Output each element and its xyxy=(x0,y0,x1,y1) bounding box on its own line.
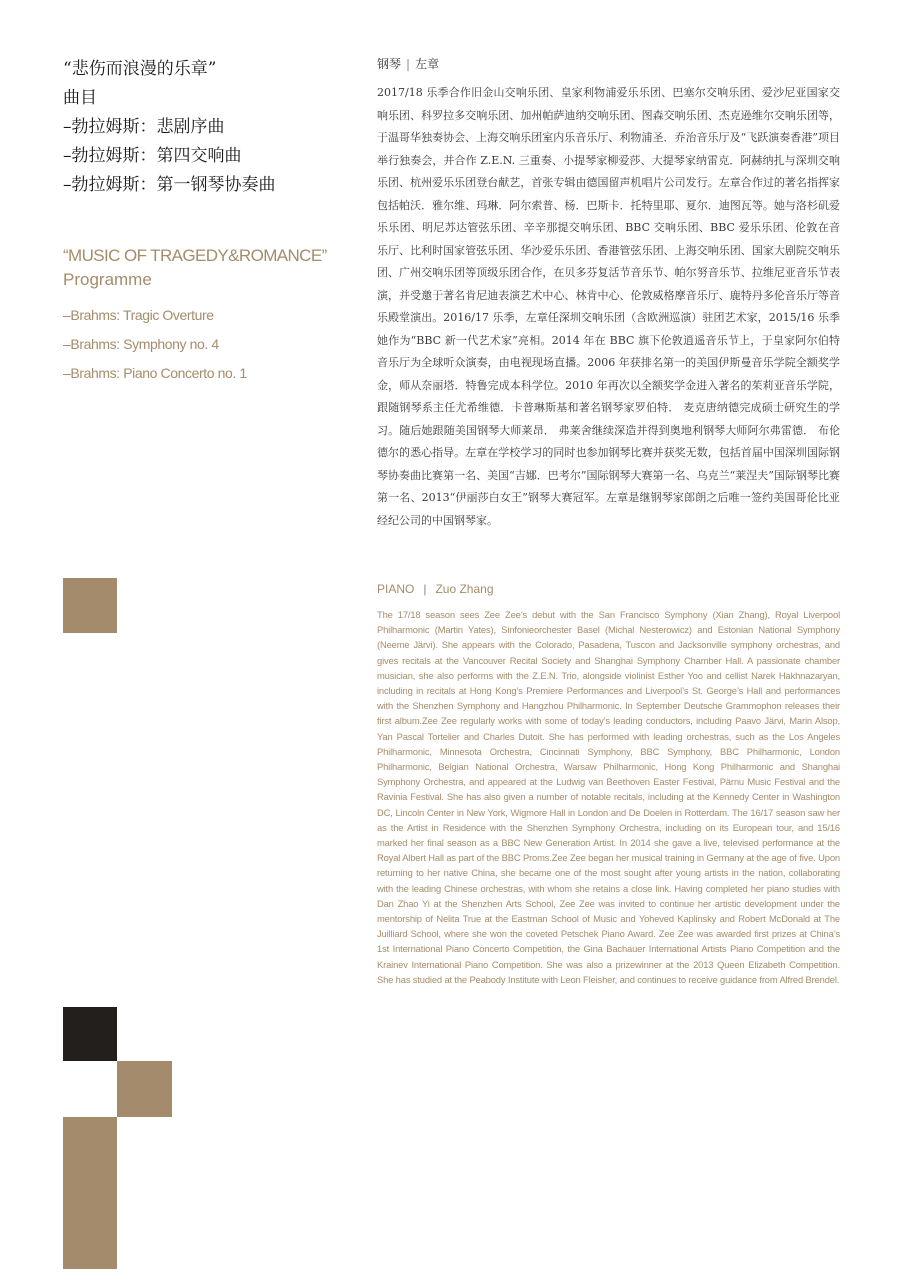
bio-zh-separator: | xyxy=(406,57,411,71)
program-en xyxy=(63,244,363,388)
bio-en-separator: | xyxy=(423,582,427,596)
program-en-item: –Brahms: Symphony no. 4 xyxy=(63,336,219,352)
bio-en-text: The 17/18 season sees Zee Zee’s debut with the San Francisco Symphony (Xian Zhang), Royal Liverpool Philharmonic (Martin Yates), Sinfonieorchester Basel (Michal Nesterowicz) and Estonian National Symphony (Neeme Järvi). She appears with the Colorado, Pasadena, Tuscon and Jacksonville symphony orchestras, and gives recitals at the Vancouver Recital Society and Shanghai Symphony Chamber Hall. A passionate chamber musician, she also performs with the Z.E.N. Trio, alongside violinist Esther Yoo and cellist Narek Hakhnazaryan, including in recitals at Hong Kong’s Premiere Performances and Liverpool’s St. George’s Hall and performances with the Shenzhen Symphony and Hangzhou Philharmonic. In September Deutsche Grammophon releases their first album.Zee Zee regularly works with some of today’s leading conductors, including Paavo Järvi, Marin Alsop, Yan Pascal Tortelier and Charles Dutoit. She has performed with leading orchestras, such as the Los Angeles Philharmonic, Minnesota Orchestra, Cincinnati Symphony, BBC Symphony, BBC Philharmonic, London Philharmonic, Belgian National Orchestra, Warsaw Philharmonic, Hong Kong Philharmonic and Shanghai Symphony Orchestra, and appeared at the Ludwig van Beethoven Easter Festival, Pärnu Music Festival and the Ravinia Festival. She has also given a number of notable recitals, including at the Kennedy Center in Washington DC, Lincoln Center in New York, Wigmore Hall in London and De Doelen in Rotterdam. The 16/17 season saw her as the Artist in Residence with the Shenzhen Symphony Orchestra, including on its European tour, and 15/16 marked her final season as a BBC New Generation Artist. In 2014 she gave a live, televised performance at the Royal Albert Hall as part of the BBC Proms.Zee Zee began her musical training in Germany at the age of five. Upon returning to her native China, she became one of the most sought after young artists in the nation, collaborating with the leading Chinese orchestras, with whom she retains a close link. Having completed her piano studies with Dan Zhao Yi at the Shenzhen Arts School, Zee Zee was invited to continue her artistic development under the mentorship of Nelita True at the Eastman School of Music and Yoheved Kaplinsky and Robert McDonald at The Juilliard School, where she won the coveted Petschek Piano Award. Zee Zee was awarded first prizes at China’s 1st International Piano Concerto Competition, the Gina Bachauer International Artists Piano Competition and the Krainev International Piano Competition. She was also a prizewinner at the 2013 Queen Elizabeth Competition. She has studied at the Peabody Institute with Leon Fleisher, and continues to receive guidance from Alfred Brendel. xyxy=(377,609,840,985)
program-zh-item: –勃拉姆斯：第一钢琴协奏曲 xyxy=(63,175,276,195)
bio-zh-name: 左章 xyxy=(415,57,440,71)
bio-zh-text: 2017/18 乐季合作旧金山交响乐团、皇家利物浦爱乐乐团、巴塞尔交响乐团、爱沙尼亚国家交响乐团、科罗拉多交响乐团、加州帕萨迪纳交响乐团、图森交响乐团、杰克逊维尔交响乐团等，于温哥华独奏协会、上海交响乐团室内乐音乐厅、利物浦圣．乔治音乐厅及“飞跃演奏香港”项目举行独奏会，并合作 Z.E.N. 三重奏、小提琴家柳爱莎、大提琴家纳雷克．阿赫纳扎与深圳交响乐团、杭州爱乐乐团登台献艺，首张专辑由德国留声机唱片公司发行。左章合作过的著名指挥家包括帕沃．雅尔维、玛琳．阿尔索普、杨．巴斯卡．托特里耶、夏尔．迪图瓦等。她与洛杉矶爱乐乐团、明尼苏达管弦乐团、辛辛那提交响乐团、BBC 交响乐团、BBC 爱乐乐团、伦敦在音乐厅、比利时国家管弦乐团、华沙爱乐乐团、香港管弦乐团、上海交响乐团、国家大剧院交响乐团、广州交响乐团等顶级乐团合作，在贝多芬复活节音乐节、帕尔努音乐节、拉维尼亚音乐节表演，并受邀于著名肯尼迪表演艺术中心、林肯中心、伦敦威格摩音乐厅、鹿特丹多伦音乐厅等音乐殿堂演出。2016/17 乐季，左章任深圳交响乐团（含欧洲巡演）驻团艺术家，2015/16 乐季她作为“BBC 新一代艺术家”亮相。2014 年在 BBC 旗下伦敦逍遥音乐节上，于皇家阿尔伯特音乐厅为全球听众演奏，由电视现场直播。2006 年获排名第一的美国伊斯曼音乐学院全额奖学金，师从奈丽塔．特鲁完成本科学位。2010 年再次以全额奖学金进入著名的茱莉亚音乐学院，跟随钢琴系主任尤希维德．卡普琳斯基和著名钢琴家罗伯特． 麦克唐纳德完成硕士研究生的学习。随后她跟随美国钢琴大师莱昂． 弗莱舍继续深造并得到奥地利钢琴大师阿尔弗雷德． 布伦德尔的悉心指导。左章在学校学习的同时也参加钢琴比赛并获奖无数，包括首届中国深圳国际钢琴协奏曲比赛第一名、美国“吉娜．巴考尔”国际钢琴大赛第一名、乌克兰“莱涅夫”国际钢琴比赛第一名、2013“伊丽莎白女王”钢琴大赛冠军。左章是继钢琴家郎朗之后唯一签约美国哥伦比亚经纪公司的中国钢琴家。 xyxy=(377,86,840,527)
decorative-bar xyxy=(63,1117,117,1269)
program-en-item: –Brahms: Piano Concerto no. 1 xyxy=(63,365,247,381)
decorative-square xyxy=(63,578,117,633)
bio-zh-instrument: 钢琴 xyxy=(377,57,402,71)
bio-en-heading xyxy=(377,582,494,596)
program-en-item: –Brahms: Tragic Overture xyxy=(63,307,214,323)
bio-en-name: Zuo Zhang xyxy=(435,582,494,596)
program-zh-title: “悲伤而浪漫的乐章” xyxy=(63,59,217,79)
program-zh-subtitle: 曲目 xyxy=(63,88,97,108)
program-zh-item: –勃拉姆斯：悲剧序曲 xyxy=(63,117,225,137)
bio-zh-heading xyxy=(377,55,439,72)
program-zh-item: –勃拉姆斯：第四交响曲 xyxy=(63,146,242,166)
program-zh xyxy=(63,55,343,200)
program-en-subtitle: Programme xyxy=(63,270,152,289)
program-en-title: “MUSIC OF TRAGEDY&ROMANCE” xyxy=(63,246,327,265)
decorative-square xyxy=(117,1061,172,1117)
decorative-square-dark xyxy=(63,1007,117,1061)
bio-en-instrument: PIANO xyxy=(377,582,415,596)
